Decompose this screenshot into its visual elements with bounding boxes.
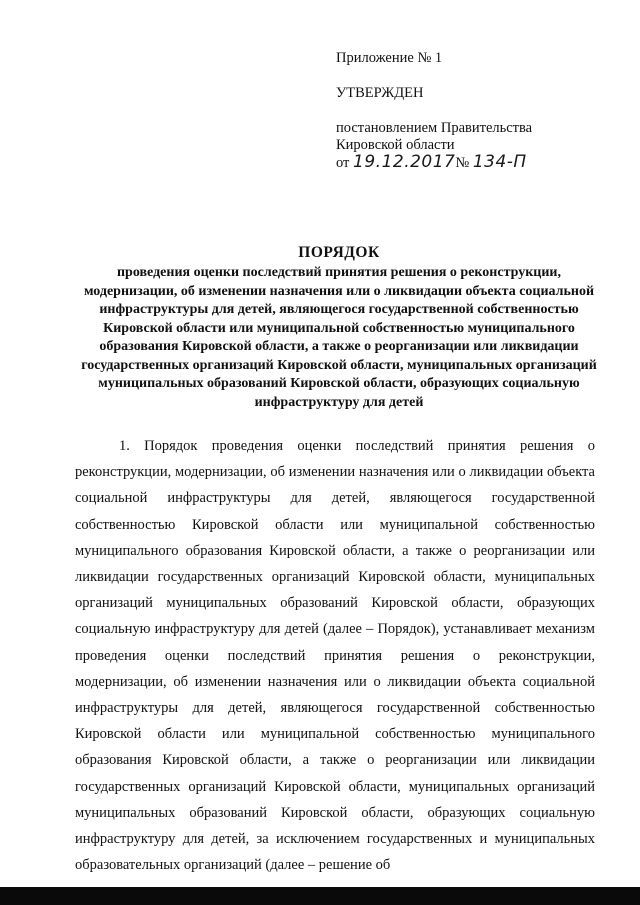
decree-date-line: [336, 154, 596, 172]
title-subtitle: проведения оценки последствий принятия решения о реконструкции, модернизации, об изменении назначения или о ликвидации объекта социальной инфраструктуры для детей, являющегося государственной собственностью Кировской области или муниципальной собственностью муниципального образования Кировской области, а также о реорганизации или ликвидации государственных организаций Кировской области, муниципальных организаций муниципальных образований Кировской области, образующих социальную инфраструктуру для детей: [81, 265, 597, 410]
approval-block: [336, 50, 596, 172]
number-prefix: №: [455, 155, 470, 171]
decree-line-1: постановлением Правительства: [336, 120, 533, 136]
approved-label: УТВЕРЖДЕН: [336, 85, 424, 101]
scan-bottom-edge: [0, 887, 640, 905]
date-prefix: от: [336, 155, 350, 171]
body-paragraph-1: 1. Порядок проведения оценки последствий принятия решения о реконструкции, модернизации, об изменении назначения или о ликвидации объекта социальной инфраструктуры для детей, являющегося государственной собственностью Кировской области или муниципальной собственностью муниципального образования Кировской области, а также о реорганизации или ликвидации государственных организаций Кировской области, муниципальных организаций муниципальных образований Кировской области, образующих социальную инфраструктуру для детей (далее – Порядок), устанавливает механизм проведения оценки последствий принятия решения о реконструкции, модернизации, об изменении назначения или о ликвидации объекта социальной инфраструктуры для детей, являющегося государственной собственностью Кировской области или муниципальной собственностью муниципального образования Кировской области, а также о реорганизации или ликвидации государственных организаций Кировской области, муниципальных организаций муниципальных образований Кировской области, образующих социальную инфраструктуру для детей, за исключением государственных и муниципальных образовательных организаций (далее – решение об: [75, 438, 595, 874]
document-title: [72, 244, 606, 412]
handwritten-number: 134-П: [472, 152, 527, 172]
annex-label: Приложение № 1: [336, 50, 443, 66]
decree-line-2: Кировской области: [336, 137, 455, 153]
handwritten-date: 19.12.2017: [353, 152, 456, 172]
title-heading: ПОРЯДОК: [298, 244, 380, 261]
